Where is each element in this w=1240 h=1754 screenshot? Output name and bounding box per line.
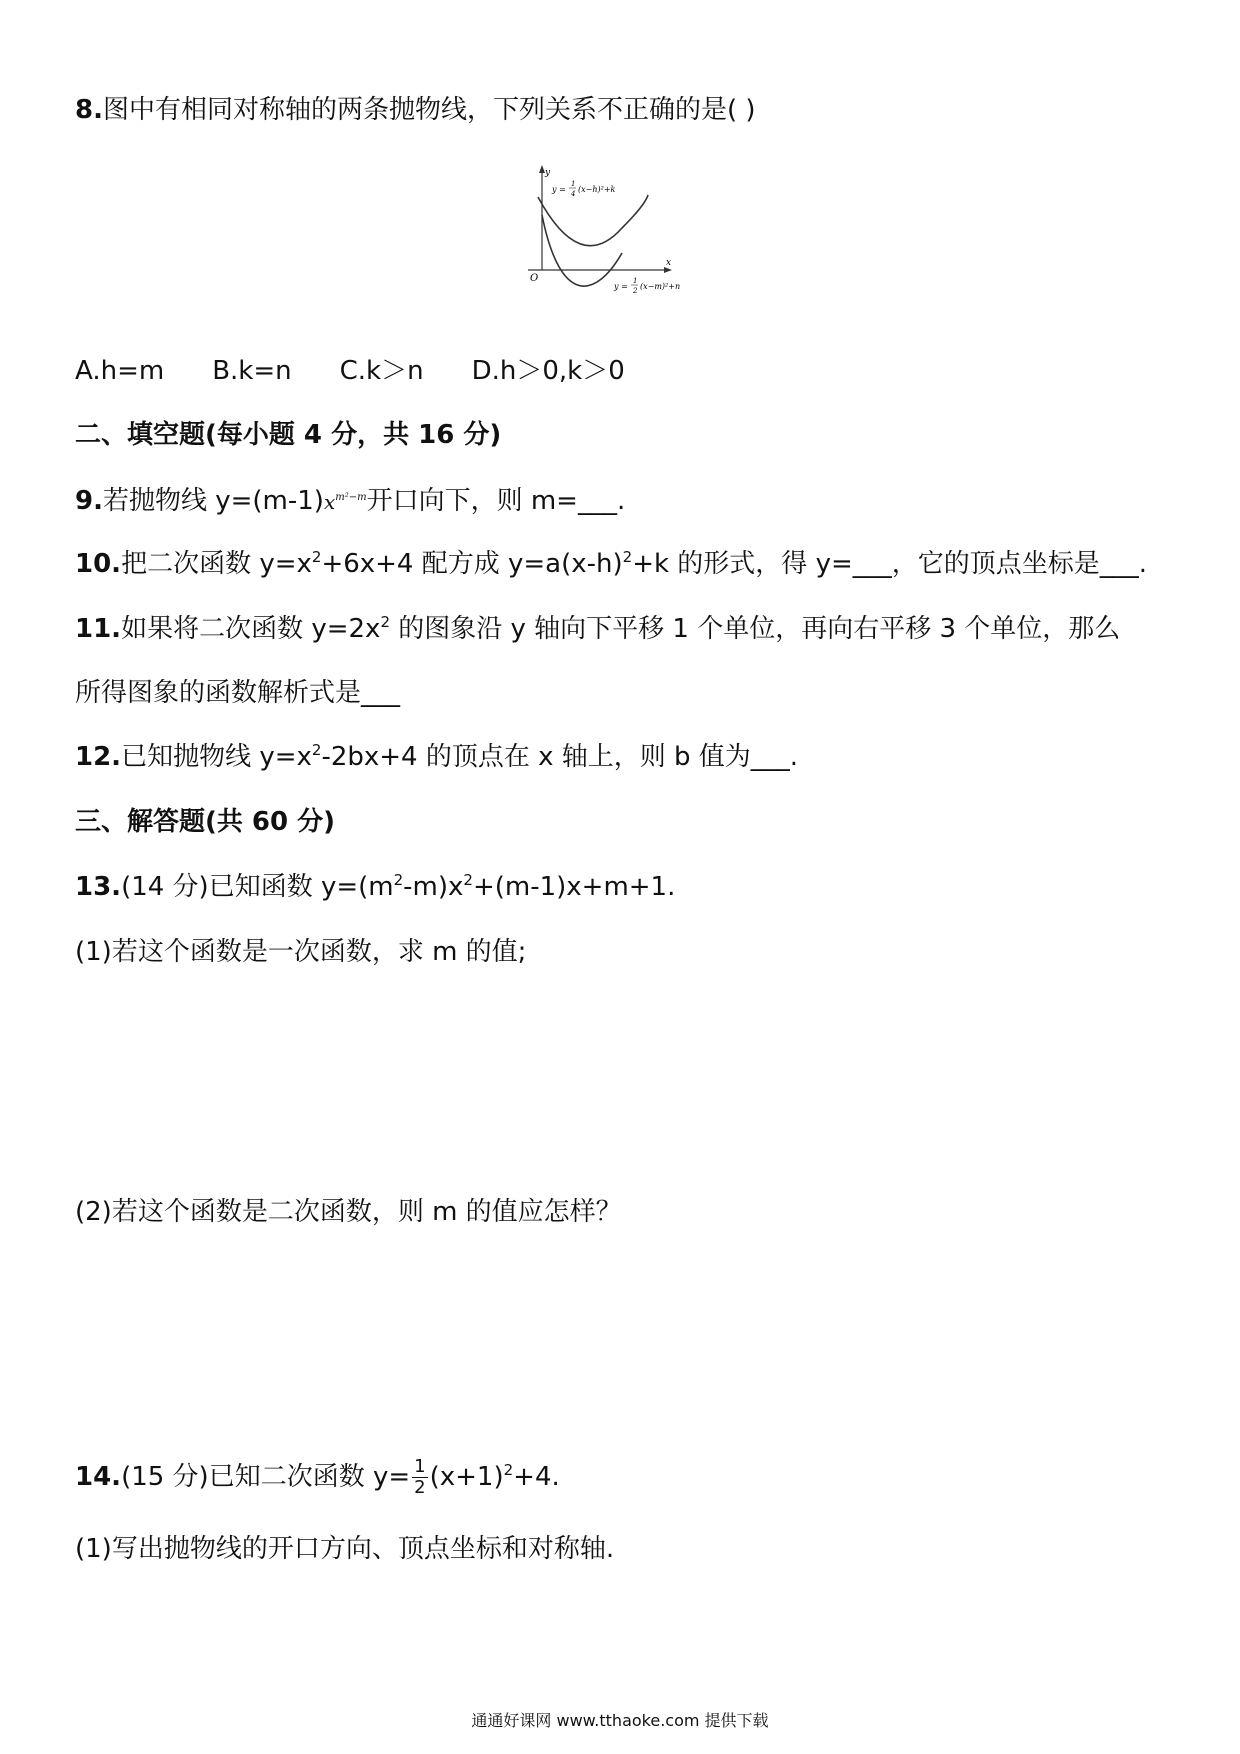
- question-number: 12.: [75, 742, 122, 772]
- svg-text:4: 4: [571, 190, 576, 198]
- question-number: 11.: [75, 614, 122, 644]
- question-14-part-1: (1)写出抛物线的开口方向、顶点坐标和对称轴.: [75, 1534, 615, 1564]
- question-number: 9.: [75, 486, 103, 516]
- option-d: D.h＞0,k＞0: [471, 356, 625, 386]
- option-c: C.k＞n: [339, 356, 424, 386]
- question-11: 11.如果将二次函数 $y=2x^2$ 的图象沿 y 轴向下平移 1 个单位，再向右平移 3 个单位，那么: [75, 613, 1121, 644]
- question-12: 12.已知抛物线 $y=x^2-2bx+4$ 的顶点在 x 轴上，则 b 值为___.: [75, 741, 799, 772]
- parabola-figure: [520, 165, 700, 300]
- question-number: 14.: [75, 1462, 122, 1492]
- fraction: $\frac{1}{2}$: [414, 1456, 426, 1498]
- curve-2-label: [613, 277, 680, 295]
- svg-text:2: 2: [633, 287, 638, 295]
- question-8: [75, 93, 756, 127]
- svg-text:(x−m)²+n: (x−m)²+n: [640, 282, 681, 291]
- question-text-post: 开口向下，则 m=___.: [366, 486, 626, 516]
- section-2-title: 二、填空题(每小题 4 分，共 16 分): [75, 420, 502, 450]
- parabola-1: [538, 195, 648, 246]
- option-b: B.k=n: [212, 356, 292, 386]
- x-label: x: [666, 258, 672, 268]
- question-number: 8.: [75, 95, 103, 125]
- question-text-pre: 若抛物线 y=(m-1): [102, 486, 324, 516]
- origin-label: O: [530, 273, 539, 284]
- question-9: [75, 484, 625, 519]
- question-14: 14.(15 分)已知二次函数 y= $\frac{1}{2}$ $(x+1)^2+4$.: [75, 1456, 560, 1498]
- q8-options: [75, 354, 673, 388]
- question-10: 10.把二次函数 $y=x^2+6x+4$ 配方成 $y=a(x-h)^2+k$ 的形式，得 y=___，它的顶点坐标是___.: [75, 548, 1148, 579]
- page-footer: 通通好课网 www.tthaoke.com 提供下载: [471, 1711, 769, 1730]
- svg-text:(x−h)²+k: (x−h)²+k: [578, 185, 616, 194]
- power-expression: $x^{m^2-m}$: [323, 490, 367, 514]
- section-3-title: 三、解答题(共 60 分): [75, 807, 336, 837]
- y-label: y: [545, 168, 551, 178]
- svg-text:1: 1: [633, 277, 638, 285]
- parabola-2: [542, 215, 622, 286]
- question-13-part-2: (2)若这个函数是二次函数，则 m 的值应怎样？: [75, 1197, 622, 1227]
- question-number: 13.: [75, 872, 122, 902]
- svg-text:y =: y =: [552, 185, 566, 194]
- question-11-line-2: 所得图象的函数解析式是___: [75, 678, 401, 708]
- question-number: 10.: [75, 549, 122, 579]
- question-13: 13.(14 分)已知函数 $y=(m^2-m)x^2+(m-1)x+m+1$.: [75, 871, 676, 902]
- question-text: 图中有相同对称轴的两条抛物线，下列关系不正确的是( ): [102, 95, 756, 125]
- svg-text:1: 1: [571, 180, 576, 188]
- option-a: A.h=m: [75, 356, 165, 386]
- svg-text:y =: y =: [614, 282, 628, 291]
- question-13-part-1: (1)若这个函数是一次函数，求 m 的值;: [75, 937, 527, 967]
- curve-1-label: [551, 180, 616, 198]
